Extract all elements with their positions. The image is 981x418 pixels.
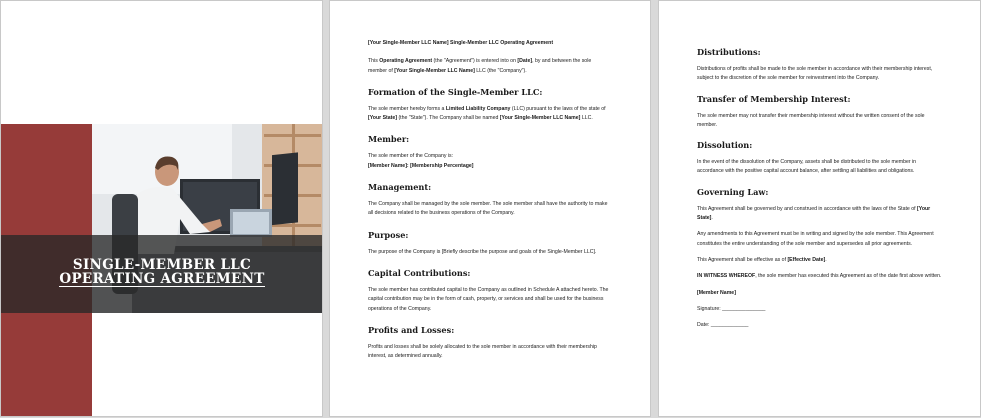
distributions-heading: Distributions: bbox=[697, 47, 761, 57]
purpose-heading: Purpose: bbox=[368, 229, 409, 240]
formation-heading: Formation of the Single-Member LLC: bbox=[368, 86, 543, 97]
agreement-page-2 bbox=[658, 0, 981, 417]
governing-law-paragraph: This Agreement shall be governed by and construed in accordance with the laws of the State of [Your State]. bbox=[697, 205, 931, 222]
management-paragraph: The Company shall be managed by the sole member. The sole member shall have the authority to make all decisions related to the business operations of the Company. bbox=[368, 201, 608, 217]
dissolution-heading: Dissolution: bbox=[697, 140, 753, 151]
document-title: [Your Single-Member LLC Name] Single-Member LLC Operating Agreement bbox=[368, 40, 554, 46]
member-heading: Member: bbox=[368, 134, 410, 145]
formation-paragraph: The sole member hereby forms a Limited Liability Company (LLC) pursuant to the laws of the state of [Your State] (the "State"). The Company shall be named [Your Single-Member LLC Name] LLC. bbox=[368, 105, 606, 122]
cover-title-line2: OPERATING AGREEMENT bbox=[59, 271, 265, 287]
profits-paragraph: Profits and losses shall be solely allocated to the sole member in accordance with their membership interest, as determined annually. bbox=[368, 343, 597, 360]
amendments-paragraph: Any amendments to this Agreement must be in writing and signed by the sole member. This Agreement constitutes the entire understanding of the sole member and supersedes all prior agreements. bbox=[697, 231, 934, 247]
purpose-paragraph: The purpose of the Company is [Briefly describe the purpose and goals of the Single-Member LLC]. bbox=[368, 248, 597, 255]
effective-date-paragraph: This Agreement shall be effective as of [Effective Date]. bbox=[697, 256, 827, 263]
member-name-line: [Member Name] bbox=[697, 289, 736, 296]
capital-paragraph: The sole member has contributed capital to the Company as outlined in Schedule A attached hereto. The capital contribution may be in the form of cash, property, or services and shall be used for the business operations of the Company. bbox=[368, 286, 609, 312]
signature-line: Signature: _______________ bbox=[697, 305, 766, 312]
witness-paragraph: IN WITNESS WHEREOF, the sole member has executed this Agreement as of the date first above written. bbox=[697, 273, 942, 280]
agreement-page-1 bbox=[329, 0, 651, 417]
capital-heading: Capital Contributions: bbox=[368, 267, 471, 278]
transfer-heading: Transfer of Membership Interest: bbox=[697, 93, 851, 104]
cover-title bbox=[1, 258, 323, 287]
intro-paragraph: This Operating Agreement (the "Agreement") is entered into on [Date], by and between the sole member of [Your Single-Member LLC Name] LLC (the "Company"). bbox=[368, 58, 592, 74]
member-paragraph: The sole member of the Company is: [Member Name]: [Membership Percentage] bbox=[368, 153, 474, 169]
governing-law-heading: Governing Law: bbox=[697, 186, 769, 197]
management-heading: Management: bbox=[368, 182, 432, 193]
distributions-paragraph: Distributions of profits shall be made to the sole member in accordance with their membership interest, subject to the discretion of the sole member for reinvestment into the Company. bbox=[697, 66, 933, 82]
cover-page bbox=[0, 0, 323, 417]
date-line: Date: _____________ bbox=[697, 322, 749, 329]
profits-heading: Profits and Losses: bbox=[368, 324, 455, 335]
dissolution-paragraph: In the event of the dissolution of the Company, assets shall be distributed to the sole member in accordance with the positive capital account balance, after settling all liabilities and obligations. bbox=[697, 159, 917, 175]
cover-title-line1: SINGLE-MEMBER LLC bbox=[72, 257, 252, 273]
transfer-paragraph: The sole member may not transfer their membership interest without the written consent of the sole member. bbox=[697, 112, 925, 128]
